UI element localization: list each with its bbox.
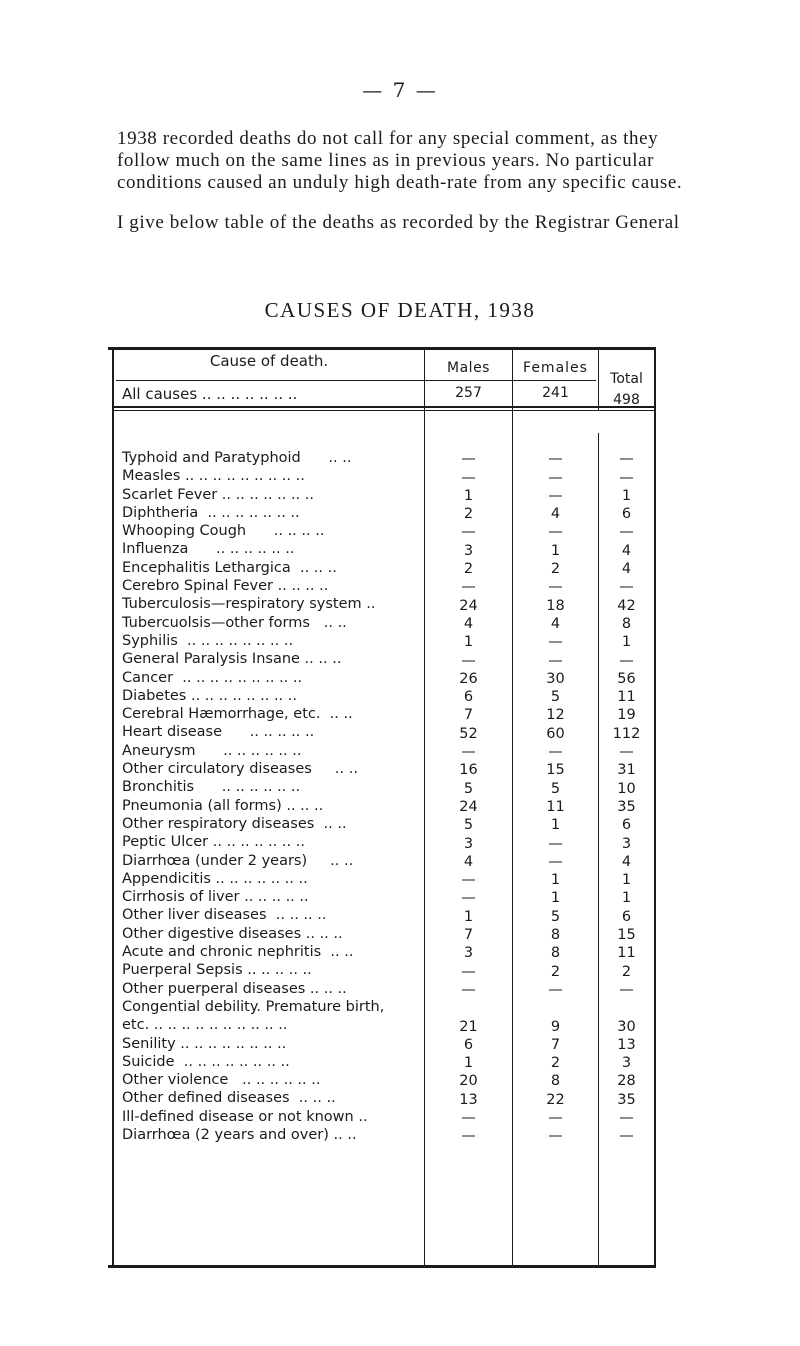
total-cell: 2 <box>621 963 632 980</box>
cause-cell: Heart disease .. .. .. .. .. <box>122 724 315 741</box>
table-row <box>108 797 656 815</box>
males-cell: — <box>461 872 476 889</box>
total-cell: 1 <box>621 487 632 504</box>
cause-cell: Other defined diseases .. .. .. <box>122 1090 336 1107</box>
males-cell: — <box>461 579 476 596</box>
cause-cell: Scarlet Fever .. .. .. .. .. .. .. <box>122 486 314 503</box>
total-cell: 35 <box>617 798 636 815</box>
males-cell: 16 <box>459 762 478 779</box>
cause-cell: Appendicitis .. .. .. .. .. .. .. <box>122 870 308 887</box>
intro-paragraph: 1938 recorded deaths do not call for any special comment, as they follow much on the same lines as in previous years. No particular conditions caused an unduly high death-rate from any specific cause. <box>117 128 683 193</box>
table-row <box>108 852 656 870</box>
cause-cell: Other violence .. .. .. .. .. .. <box>122 1072 321 1089</box>
females-cell: — <box>548 744 563 761</box>
males-cell: 13 <box>459 1091 478 1108</box>
total-cell: 42 <box>617 597 636 614</box>
females-cell: 1 <box>550 872 561 889</box>
table-row <box>108 669 656 687</box>
cause-cell: Ill-defined disease or not known .. <box>122 1108 368 1125</box>
females-cell: — <box>548 835 563 852</box>
table-top-rule <box>108 347 656 350</box>
table-row <box>108 778 656 796</box>
all-causes-females: 241 <box>542 385 569 401</box>
total-cell: — <box>619 744 634 761</box>
total-cell: 112 <box>612 725 641 742</box>
females-cell: 1 <box>550 817 561 834</box>
females-cell: 7 <box>550 1036 561 1053</box>
males-cell: 6 <box>463 689 474 706</box>
females-cell: 2 <box>550 1055 561 1072</box>
total-cell: 3 <box>621 1055 632 1072</box>
cause-cell: Cerebro Spinal Fever .. .. .. .. <box>122 578 329 595</box>
males-cell: — <box>461 890 476 907</box>
females-cell: 8 <box>550 1073 561 1090</box>
total-cell: 1 <box>621 634 632 651</box>
total-cell: — <box>619 579 634 596</box>
females-cell: — <box>548 634 563 651</box>
females-cell: 22 <box>546 1091 565 1108</box>
males-cell: 2 <box>463 506 474 523</box>
males-cell: 5 <box>463 780 474 797</box>
males-cell: — <box>461 451 476 468</box>
males-cell: 1 <box>463 1055 474 1072</box>
males-cell: 20 <box>459 1073 478 1090</box>
females-cell: 11 <box>546 798 565 815</box>
header-cause: Cause of death. <box>209 352 329 370</box>
cause-cell: Acute and chronic nephritis .. .. <box>122 944 354 961</box>
total-cell: — <box>619 469 634 486</box>
males-cell: — <box>461 652 476 669</box>
cause-cell: Measles .. .. .. .. .. .. .. .. .. <box>122 468 305 485</box>
cause-cell: Congential debility. Premature birth, etc. .. .. .. .. .. .. .. .. .. .. <box>122 998 385 1034</box>
header-females: Females <box>523 360 588 376</box>
table-row <box>108 486 656 504</box>
females-cell: 60 <box>546 725 565 742</box>
table-row <box>108 815 656 833</box>
males-cell: — <box>461 1109 476 1126</box>
registrar-paragraph: I give below table of the deaths as recorded by the Registrar General <box>117 212 680 233</box>
females-cell: — <box>548 652 563 669</box>
males-cell: — <box>461 963 476 980</box>
total-cell: 6 <box>621 908 632 925</box>
table-row <box>108 467 656 485</box>
females-cell: 1 <box>550 542 561 559</box>
total-cell: 1 <box>621 890 632 907</box>
cause-cell: Pneumonia (all forms) .. .. .. <box>122 797 324 814</box>
table-row <box>108 943 656 961</box>
cause-cell: Tuberculosis—respiratory system .. <box>122 596 376 613</box>
females-cell: — <box>548 1128 563 1145</box>
total-cell: 4 <box>621 542 632 559</box>
header-total: Total <box>610 371 643 387</box>
males-cell: — <box>461 744 476 761</box>
table-row <box>108 522 656 540</box>
table-row <box>108 577 656 595</box>
males-cell: — <box>461 981 476 998</box>
table-row <box>108 504 656 522</box>
cause-cell: Encephalitis Lethargica .. .. .. <box>122 559 337 576</box>
page-number: — 7 — <box>362 78 438 102</box>
table-row <box>108 540 656 558</box>
total-cell: 30 <box>617 1018 636 1035</box>
males-cell: 7 <box>463 707 474 724</box>
females-cell: — <box>548 469 563 486</box>
cause-cell: Suicide .. .. .. .. .. .. .. .. <box>122 1053 290 1070</box>
males-cell: — <box>461 524 476 541</box>
header-divider <box>116 380 596 381</box>
males-cell: 4 <box>463 615 474 632</box>
table-row <box>108 925 656 943</box>
cause-cell: Other respiratory diseases .. .. <box>122 815 347 832</box>
total-cell: 11 <box>617 689 636 706</box>
males-cell: 21 <box>459 1018 478 1035</box>
total-cell: 10 <box>617 780 636 797</box>
table-row <box>108 723 656 741</box>
cause-cell: Cerebral Hæmorrhage, etc. .. .. <box>122 706 353 723</box>
total-cell: — <box>619 1109 634 1126</box>
males-cell: — <box>461 1128 476 1145</box>
females-cell: 1 <box>550 890 561 907</box>
all-causes-males: 257 <box>455 385 482 401</box>
cause-cell: Other circulatory diseases .. .. <box>122 761 358 778</box>
table-row <box>108 906 656 924</box>
table-row <box>108 870 656 888</box>
males-cell: 4 <box>463 853 474 870</box>
table-row <box>108 980 656 998</box>
cause-cell: Puerperal Sepsis .. .. .. .. .. <box>122 962 312 979</box>
cause-cell: Cirrhosis of liver .. .. .. .. .. <box>122 889 309 906</box>
females-cell: — <box>548 579 563 596</box>
cause-cell: Tubercuolsis—other forms .. .. <box>122 614 347 631</box>
cause-cell: Syphilis .. .. .. .. .. .. .. .. <box>122 632 294 649</box>
table-title: CAUSES OF DEATH, 1938 <box>264 298 536 322</box>
females-cell: — <box>548 487 563 504</box>
cause-cell: Cancer .. .. .. .. .. .. .. .. .. <box>122 669 303 686</box>
males-cell: 7 <box>463 927 474 944</box>
table-row <box>108 650 656 668</box>
cause-cell: Typhoid and Paratyphoid .. .. <box>122 450 352 466</box>
table-row <box>108 1053 656 1071</box>
total-cell: 11 <box>617 945 636 962</box>
females-cell: 30 <box>546 670 565 687</box>
cause-cell: Other digestive diseases .. .. .. <box>122 925 343 942</box>
table-row <box>108 614 656 632</box>
table-body <box>108 449 656 1144</box>
males-cell: 1 <box>463 487 474 504</box>
table-row <box>108 961 656 979</box>
males-cell: 24 <box>459 597 478 614</box>
females-cell: 15 <box>546 762 565 779</box>
males-cell: 5 <box>463 817 474 834</box>
total-cell: 3 <box>621 835 632 852</box>
cause-cell: Diphtheria .. .. .. .. .. .. .. <box>122 504 300 521</box>
males-cell: 2 <box>463 561 474 578</box>
total-cell: 8 <box>621 615 632 632</box>
total-cell: 19 <box>617 707 636 724</box>
females-cell: — <box>548 981 563 998</box>
males-cell: 6 <box>463 1036 474 1053</box>
total-cell: — <box>619 1128 634 1145</box>
females-cell: 12 <box>546 707 565 724</box>
females-cell: — <box>548 1109 563 1126</box>
males-cell: 3 <box>463 542 474 559</box>
cause-cell: Other puerperal diseases .. .. .. <box>122 980 347 997</box>
table-row <box>108 632 656 650</box>
table-row <box>108 595 656 613</box>
total-cell: — <box>619 652 634 669</box>
females-cell: 4 <box>550 506 561 523</box>
females-cell: 9 <box>550 1018 561 1035</box>
females-cell: 5 <box>550 780 561 797</box>
cause-cell: Diarrhœa (2 years and over) .. .. <box>122 1126 357 1143</box>
table-row <box>108 559 656 577</box>
total-cell: 28 <box>617 1073 636 1090</box>
cause-cell: Diarrhœa (under 2 years) .. .. <box>122 852 354 869</box>
females-cell: — <box>548 524 563 541</box>
cause-cell: General Paralysis Insane .. .. .. <box>122 651 342 668</box>
causes-of-death-table <box>108 347 656 1269</box>
total-cell: — <box>619 451 634 468</box>
header-males: Males <box>447 360 490 376</box>
total-cell: — <box>619 524 634 541</box>
cause-cell: Senility .. .. .. .. .. .. .. .. <box>122 1035 287 1052</box>
total-cell: 31 <box>617 762 636 779</box>
females-cell: 2 <box>550 963 561 980</box>
table-row <box>108 742 656 760</box>
all-causes-total: 498 <box>613 392 640 408</box>
females-cell: 4 <box>550 615 561 632</box>
males-cell: 52 <box>459 725 478 742</box>
females-cell: 18 <box>546 597 565 614</box>
females-cell: — <box>548 451 563 468</box>
table-row <box>108 1089 656 1107</box>
table-row <box>108 687 656 705</box>
table-row <box>108 705 656 723</box>
cause-cell: Influenza .. .. .. .. .. .. <box>122 541 295 558</box>
females-cell: 2 <box>550 561 561 578</box>
cause-cell: Bronchitis .. .. .. .. .. .. <box>122 779 301 796</box>
males-cell: 26 <box>459 670 478 687</box>
males-cell: 3 <box>463 835 474 852</box>
table-bottom-rule <box>108 1265 656 1268</box>
all-causes-label: All causes .. .. .. .. .. .. .. <box>122 385 298 403</box>
females-cell: 8 <box>550 927 561 944</box>
table-row <box>108 449 656 467</box>
table-row <box>108 1071 656 1089</box>
table-row <box>108 1126 656 1144</box>
cause-cell: Whooping Cough .. .. .. .. <box>122 523 325 540</box>
females-cell: 5 <box>550 908 561 925</box>
table-row <box>108 888 656 906</box>
table-row <box>108 1108 656 1126</box>
males-cell: 3 <box>463 945 474 962</box>
total-cell: 4 <box>621 561 632 578</box>
header-bottom-rule-inner <box>114 410 654 411</box>
cause-cell: Other liver diseases .. .. .. .. <box>122 907 327 924</box>
females-cell: 8 <box>550 945 561 962</box>
total-cell: 6 <box>621 506 632 523</box>
table-row <box>108 833 656 851</box>
total-cell: 35 <box>617 1091 636 1108</box>
males-cell: 1 <box>463 634 474 651</box>
total-cell: 1 <box>621 872 632 889</box>
total-cell: — <box>619 981 634 998</box>
cause-cell: Aneurysm .. .. .. .. .. .. <box>122 742 302 759</box>
total-cell: 4 <box>621 853 632 870</box>
males-cell: 24 <box>459 798 478 815</box>
males-cell: 1 <box>463 908 474 925</box>
header-bottom-rule <box>114 406 654 408</box>
table-row <box>108 998 656 1035</box>
total-cell: 56 <box>617 670 636 687</box>
total-cell: 13 <box>617 1036 636 1053</box>
males-cell: — <box>461 469 476 486</box>
total-cell: 15 <box>617 927 636 944</box>
females-cell: — <box>548 853 563 870</box>
cause-cell: Diabetes .. .. .. .. .. .. .. .. <box>122 687 297 704</box>
females-cell: 5 <box>550 689 561 706</box>
table-row <box>108 1035 656 1053</box>
table-row <box>108 760 656 778</box>
cause-cell: Peptic Ulcer .. .. .. .. .. .. .. <box>122 834 305 851</box>
total-cell: 6 <box>621 817 632 834</box>
